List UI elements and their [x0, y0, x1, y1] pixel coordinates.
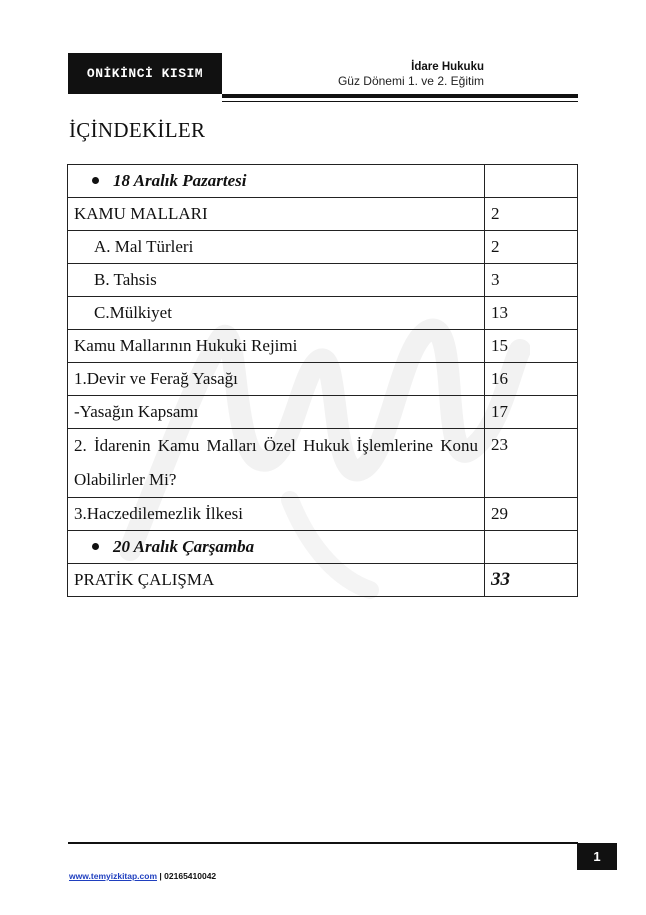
- toc-row: [68, 396, 578, 429]
- footer-phone: 02165410042: [164, 871, 217, 881]
- toc-entry[interactable]: A. Mal Türleri: [68, 231, 485, 264]
- toc-page: 29: [485, 498, 578, 531]
- toc-row: [68, 231, 578, 264]
- toc-entry[interactable]: C.Mülkiyet: [68, 297, 485, 330]
- toc-entry[interactable]: 3.Haczedilemezlik İlkesi: [68, 498, 485, 531]
- footer-separator: |: [159, 871, 162, 881]
- toc-page: 16: [485, 363, 578, 396]
- toc-entry-text: 20 Aralık Çarşamba: [113, 537, 255, 556]
- toc-row: [68, 198, 578, 231]
- page-number: [577, 843, 617, 870]
- toc-row: [68, 330, 578, 363]
- toc-entry[interactable]: KAMU MALLARI: [68, 198, 485, 231]
- toc-entry[interactable]: PRATİK ÇALIŞMA: [68, 564, 485, 597]
- bullet-icon: [92, 177, 99, 184]
- toc-page: 2: [485, 231, 578, 264]
- toc-page: [485, 165, 578, 198]
- toc-entry[interactable]: Kamu Mallarının Hukuki Rejimi: [68, 330, 485, 363]
- toc-page: 33: [485, 564, 578, 597]
- header-rule-thick: [222, 94, 578, 98]
- footer-rule: [68, 842, 578, 844]
- toc-day-heading[interactable]: [68, 531, 485, 564]
- toc-page: 2: [485, 198, 578, 231]
- section-label-text: ONİKİNCİ KISIM: [86, 66, 204, 81]
- bullet-icon: [92, 543, 99, 550]
- toc-entry[interactable]: 1.Devir ve Ferağ Yasağı: [68, 363, 485, 396]
- toc-page: 23: [485, 429, 578, 498]
- toc-entry-text: 18 Aralık Pazartesi: [113, 171, 247, 190]
- toc-row: [68, 429, 578, 498]
- toc-row: [68, 264, 578, 297]
- header-info: [338, 60, 484, 89]
- header-rule-thin: [222, 101, 578, 102]
- toc-row: [68, 363, 578, 396]
- toc-row: [68, 564, 578, 597]
- toc-row: [68, 498, 578, 531]
- section-label: [68, 53, 222, 94]
- toc-entry[interactable]: 2. İdarenin Kamu Malları Özel Hukuk İşlemlerine Konu Olabilirler Mi?: [68, 429, 485, 498]
- toc-entry[interactable]: -Yasağın Kapsamı: [68, 396, 485, 429]
- toc-page: 15: [485, 330, 578, 363]
- toc-entry[interactable]: B. Tahsis: [68, 264, 485, 297]
- toc-row: [68, 297, 578, 330]
- toc-table: [67, 164, 578, 597]
- course-title: İdare Hukuku: [411, 61, 484, 73]
- toc-row: [68, 531, 578, 564]
- footer-contact: [69, 871, 216, 881]
- toc-title: İÇİNDEKİLER: [69, 118, 206, 142]
- toc-page: 3: [485, 264, 578, 297]
- term-info: Güz Dönemi 1. ve 2. Eğitim: [337, 74, 484, 88]
- toc-page: 13: [485, 297, 578, 330]
- toc-row: [68, 165, 578, 198]
- toc-day-heading[interactable]: [68, 165, 485, 198]
- page-number-text: 1: [593, 849, 601, 864]
- toc-page: 17: [485, 396, 578, 429]
- toc-page: [485, 531, 578, 564]
- footer-website-link[interactable]: www.temyizkitap.com: [69, 871, 158, 881]
